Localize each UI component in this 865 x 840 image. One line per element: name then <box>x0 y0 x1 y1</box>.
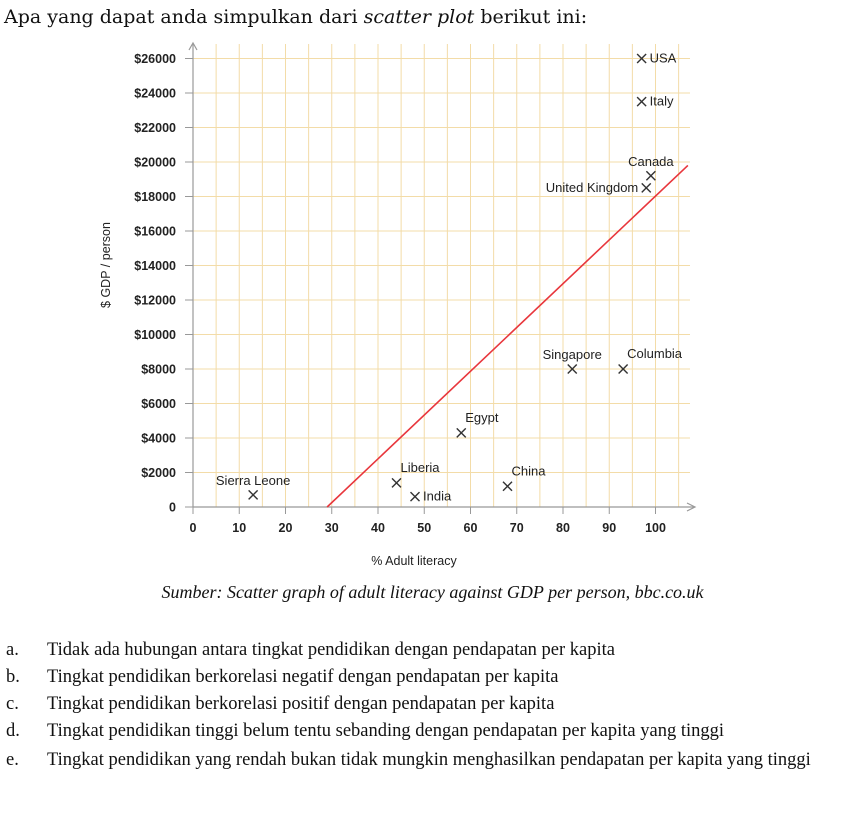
question-before: Apa yang dapat anda simpulkan dari <box>4 6 364 28</box>
x-tick-label: 20 <box>278 521 293 535</box>
x-tick-label: 30 <box>324 521 339 535</box>
grid-layer <box>193 44 690 507</box>
option-text: Tingkat pendidikan berkorelasi positif dengan pendapatan per kapita <box>47 694 555 714</box>
scatter-chart <box>0 30 865 580</box>
y-tick-label: $4000 <box>141 431 176 446</box>
data-point <box>543 347 602 374</box>
x-tick-label: 10 <box>232 521 247 535</box>
data-point <box>628 154 674 181</box>
option-c[interactable] <box>6 691 861 718</box>
x-tick-label: 40 <box>371 521 385 535</box>
y-tick-label: $10000 <box>134 328 176 342</box>
option-letter: a. <box>6 640 19 660</box>
x-tick-label: 0 <box>189 521 197 535</box>
chart-caption: Sumber: Scatter graph of adult literacy against GDP per person, bbc.co.uk <box>161 582 704 602</box>
y-tick-label: $6000 <box>141 397 176 411</box>
question-italic: scatter plot <box>363 6 475 28</box>
trend-line <box>327 165 688 507</box>
point-label: United Kingdom <box>545 179 639 195</box>
data-point <box>411 489 452 504</box>
x-tick-label: 70 <box>509 521 524 535</box>
point-label: Canada <box>628 153 674 169</box>
question-after: berikut ini: <box>474 6 588 28</box>
x-tick-label: 50 <box>417 521 432 535</box>
x-tick-label: 100 <box>645 521 666 535</box>
y-tick-label: $20000 <box>134 155 176 170</box>
trend-layer <box>327 165 688 507</box>
y-tick-label: $16000 <box>134 224 176 239</box>
option-letter: c. <box>6 694 19 714</box>
point-label: Columbia <box>627 346 683 361</box>
y-tick-label: $26000 <box>134 52 176 66</box>
y-tick-label: $18000 <box>134 190 176 204</box>
data-point <box>637 51 677 66</box>
option-text: Tingkat pendidikan berkorelasi negatif dengan pendapatan per kapita <box>47 667 559 687</box>
data-point <box>216 473 290 500</box>
x-tick-label: 80 <box>556 521 570 535</box>
option-text: Tidak ada hubungan antara tingkat pendidikan dengan pendapatan per kapita <box>47 640 616 660</box>
y-tick-label: $2000 <box>141 466 176 480</box>
point-label: Sierra Leone <box>215 472 291 488</box>
data-point <box>392 460 440 488</box>
point-label: Egypt <box>465 409 499 425</box>
option-letter: b. <box>6 667 20 687</box>
option-b[interactable] <box>6 664 861 691</box>
point-label: Singapore <box>542 347 602 362</box>
point-label: China <box>511 463 546 479</box>
x-tick-label: 60 <box>463 521 478 535</box>
data-point <box>637 94 674 109</box>
option-letter: e. <box>6 750 19 770</box>
option-a[interactable] <box>6 637 861 664</box>
answer-options <box>6 637 861 774</box>
point-label: Italy <box>649 93 674 109</box>
y-tick-label: $12000 <box>134 293 176 308</box>
axis-layer <box>185 43 695 514</box>
y-tick-label: 0 <box>169 500 176 515</box>
x-tick-label: 90 <box>602 521 617 535</box>
data-point <box>546 180 651 195</box>
option-e[interactable] <box>6 747 861 774</box>
point-label: India <box>423 488 452 504</box>
point-label: Liberia <box>400 459 440 475</box>
y-tick-label: $22000 <box>134 121 176 135</box>
option-text: Tingkat pendidikan tinggi belum tentu sebanding dengan pendapatan per kapita yang tinggi <box>47 721 724 741</box>
y-tick-label: $14000 <box>134 259 176 273</box>
question-text <box>4 6 587 28</box>
data-point <box>457 410 499 438</box>
y-tick-label: $8000 <box>141 362 176 377</box>
y-axis-label: $ GDP / person <box>99 222 113 308</box>
option-d[interactable] <box>6 718 861 745</box>
option-text: Tingkat pendidikan yang rendah bukan tidak mungkin menghasilkan pendapatan per kapita yang tinggi <box>47 750 811 770</box>
point-label: USA <box>649 50 677 66</box>
x-axis-label: % Adult literacy <box>371 554 457 568</box>
option-letter: d. <box>6 721 20 741</box>
y-tick-label: $24000 <box>134 86 176 101</box>
